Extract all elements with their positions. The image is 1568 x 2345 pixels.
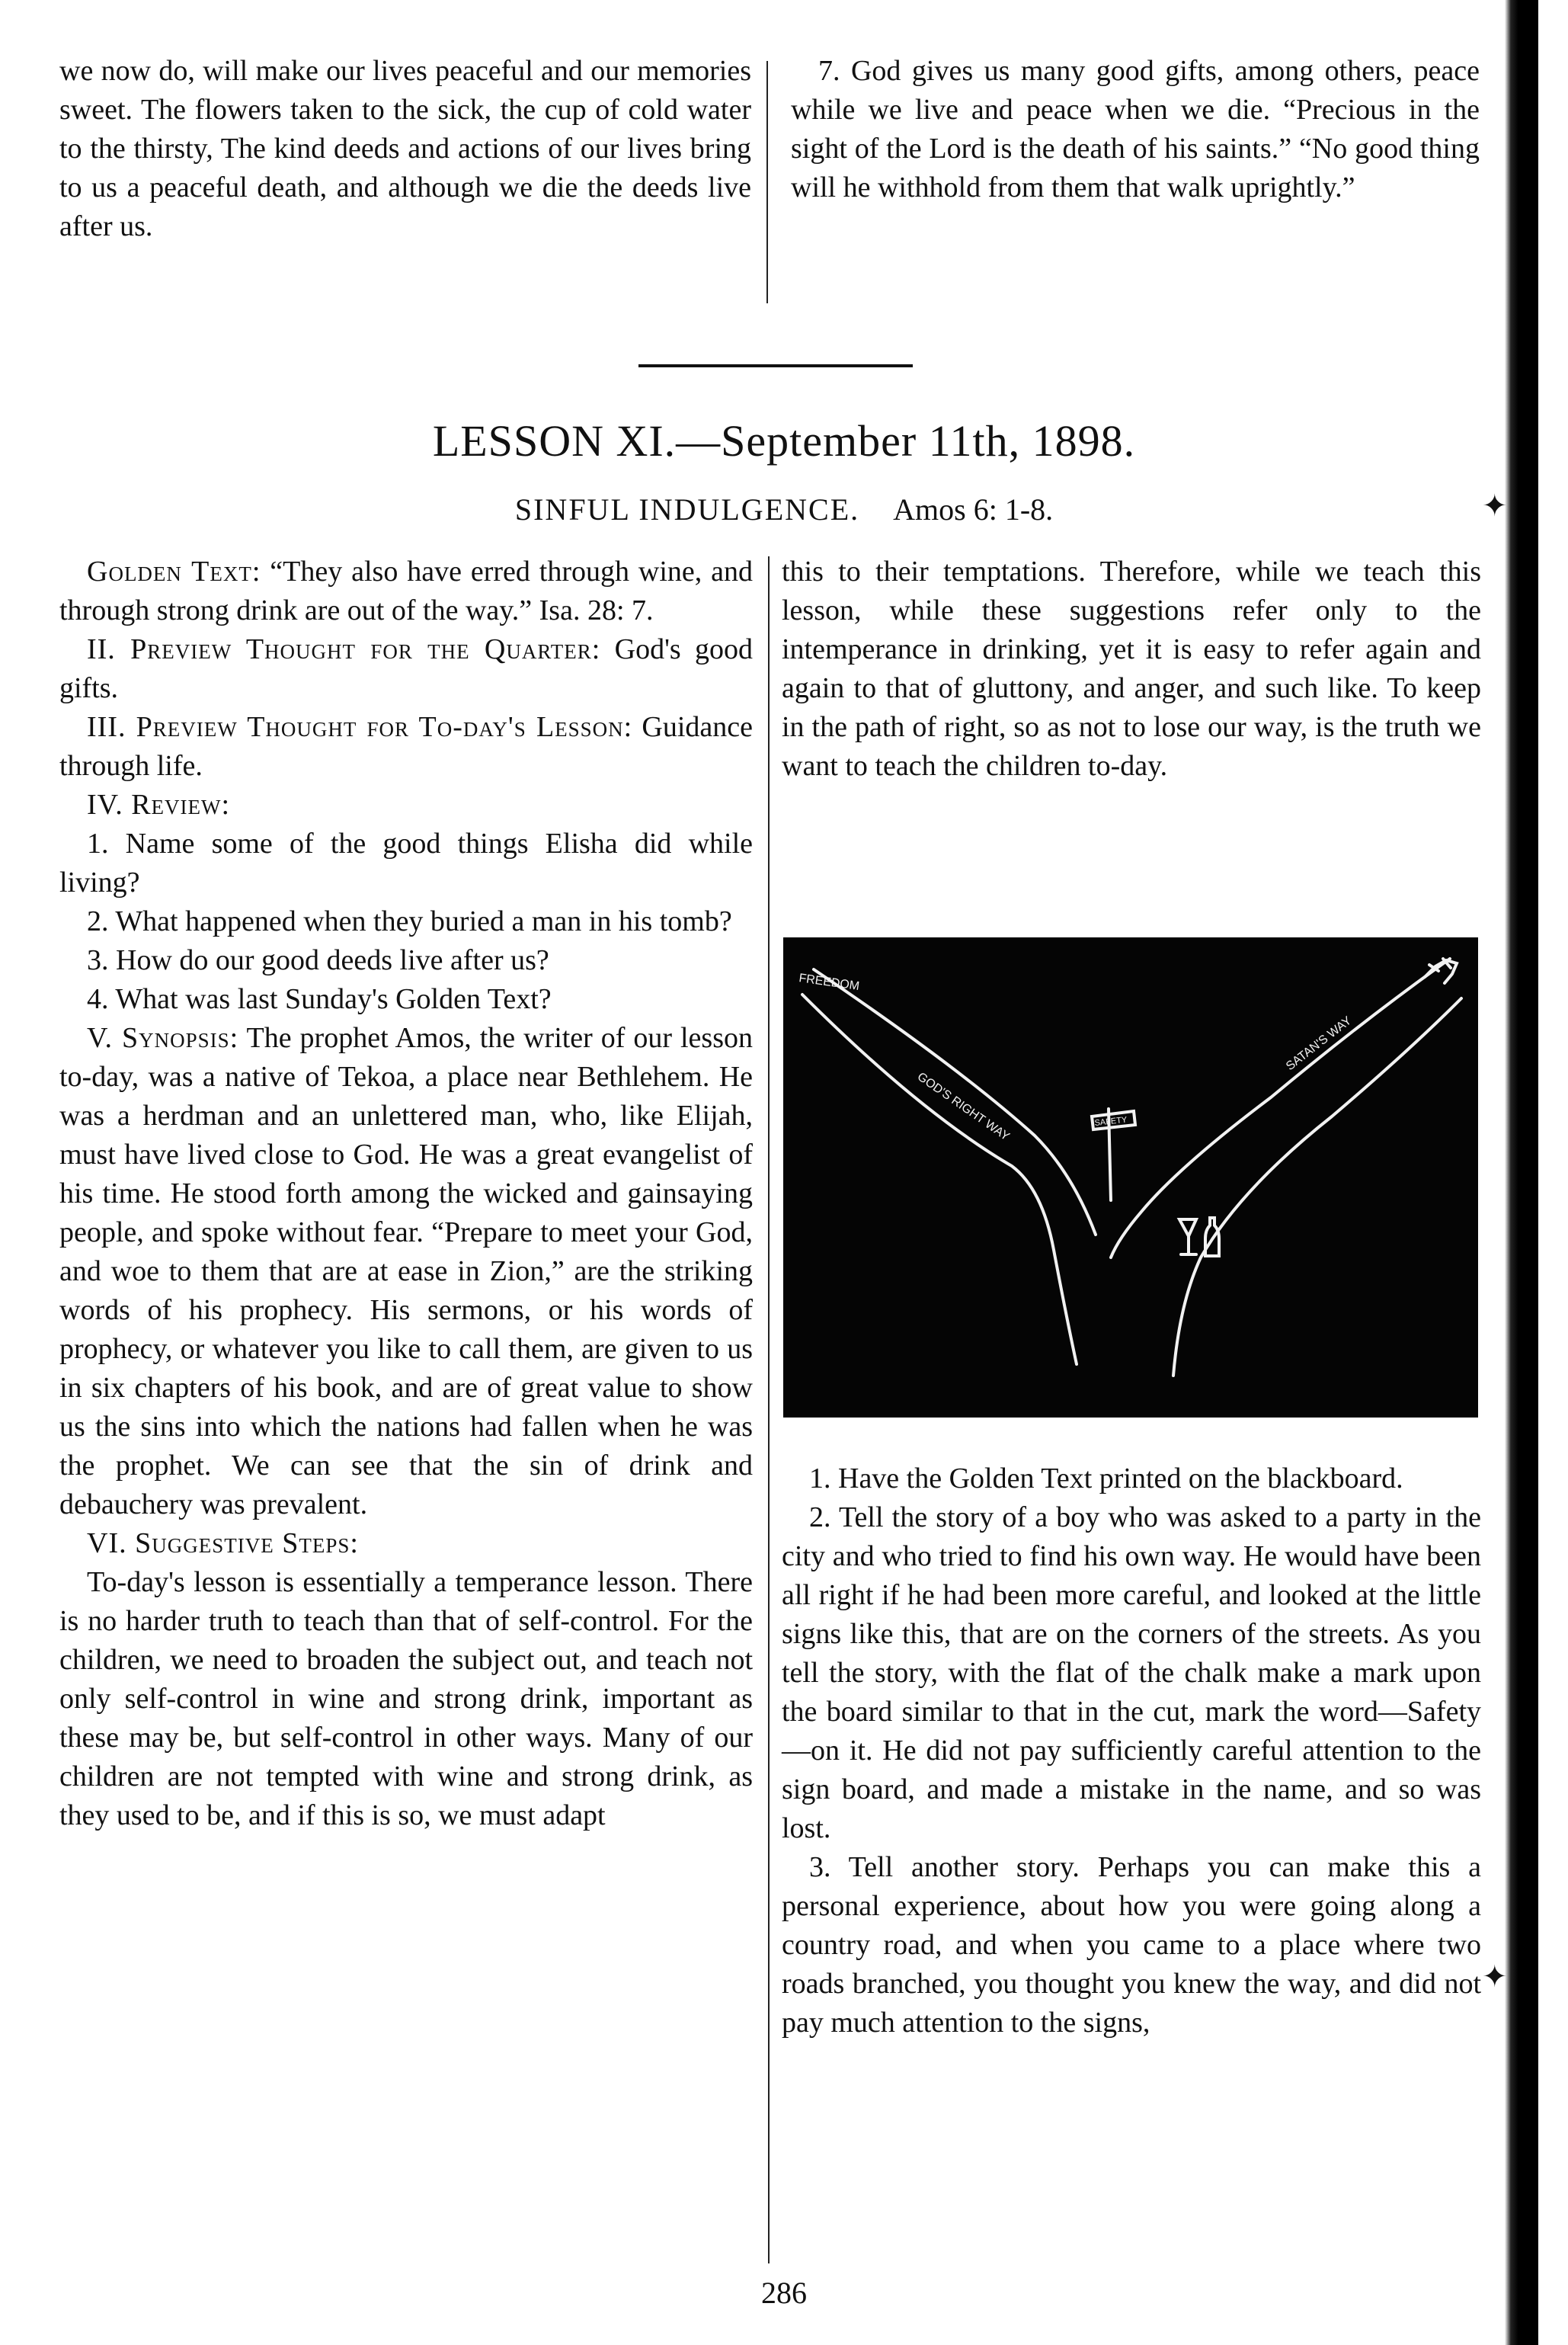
page-edge-shadow	[1505, 0, 1538, 2345]
wine-glass-icon	[1179, 1219, 1196, 1254]
step-item: 1. Have the Golden Text printed on the blackboard.	[809, 1462, 1403, 1494]
suggestive-steps-label: VI. Suggestive Steps:	[87, 1527, 359, 1559]
left-body-column	[59, 553, 753, 1835]
top-left-paragraph: we now do, will make our lives peaceful and our memories sweet. The flowers taken to the sick, the cup of cold water to the thirsty, The kind deeds and actions of our lives bring to us a peaceful death, and although we die the deeds live after us.	[59, 55, 751, 242]
synopsis-text: The prophet Amos, the writer of our lesson to-day, was a native of Tekoa, a place near Bethlehem. He was a herdman and an unlettered man, who, like Elijah, must have lived close to God. He was a great evangelist of his time. He stood forth among the wicked and gainsaying people, and spoke without fear. “Prepare to meet your God, and woe to them that are at ease in Zion,” are the striking words of his prophecy. His sermons, or his words of prophecy, or whatever you like to call them, are given to us in six chapters of his book, and are of great value to show us the sins into which the nations had fallen when he was the prophet. We can see that the sin of drink and debauchery was prevalent.	[59, 1022, 753, 1520]
top-right-paragraph: 7. God gives us many good gifts, among others, peace while we live and peace when we die. “Precious in the sight of the Lord is the death of his saints.” “No good thing will he withhold from them that walk uprightly.”	[791, 55, 1480, 203]
right-body-column-bottom	[782, 1459, 1481, 2042]
review-question: 1. Name some of the good things Elisha did while living?	[59, 828, 753, 899]
suggestive-steps-heading	[59, 1524, 753, 1563]
edge-scan-mark: ✦	[1482, 1959, 1508, 1994]
synopsis	[59, 1019, 753, 1524]
preview-quarter-text: God's good gifts.	[59, 633, 754, 704]
left-road-outer-line	[802, 995, 1077, 1364]
golden-text-label: Golden Text:	[87, 556, 261, 588]
column-divider-main	[768, 556, 770, 2263]
blackboard-illustration	[783, 937, 1478, 1418]
suggestive-steps-text-left: To-day's lesson is essentially a temperance lesson. There is no harder truth to teach than that of self-control. For the children, we need to broaden the subject out, and teach not only self-control in wine and strong drink, important as these may be, but self-control in other ways. Many of our children are not tempted with wine and strong drink, as they used to be, and if this is so, we must adapt	[59, 1566, 753, 1831]
lesson-scripture-ref: Amos 6: 1-8.	[893, 492, 1054, 527]
satans-way-label: SATAN'S WAY	[1283, 1014, 1355, 1074]
edge-scan-mark: ✦	[1482, 489, 1508, 523]
preview-lesson	[59, 708, 753, 786]
review-question: 4. What was last Sunday's Golden Text?	[87, 983, 552, 1015]
preview-quarter	[59, 630, 753, 708]
step-item: 3. Tell another story. Perhaps you can make this a personal experience, about how you were going along a country road, and when you came to a place where two roads branched, you thought you knew the way, and did not pay much attention to the signs,	[782, 1851, 1481, 2039]
right-body-column-top	[782, 553, 1481, 786]
right-road-inner-line	[1111, 959, 1450, 1257]
preview-lesson-text: Guidance through life.	[59, 711, 753, 782]
page-number: 286	[761, 2276, 807, 2310]
golden-text	[59, 553, 753, 630]
safety-sign-label: SAFETY	[1094, 1115, 1128, 1128]
preview-lesson-label: III. Preview Thought for To-day's Lesson:	[87, 711, 633, 743]
suggestive-steps-text-right: this to their temptations. Therefore, while we teach this lesson, while these suggestions refer only to the intemperance in drinking, yet it is easy to refer again and again to that of gluttony, and anger, and such like. To keep in the path of right, so as not to lose our way, is the truth we want to teach the children to-day.	[782, 556, 1481, 782]
preview-quarter-label: II. Preview Thought for the Quarter:	[87, 633, 601, 665]
golden-text-body: “They also have erred through wine, and through strong drink are out of the way.” Isa. 28: 7.	[59, 556, 753, 626]
review-question: 2. What happened when they buried a man in his tomb?	[87, 905, 732, 937]
review-question: 3. How do our good deeds live after us?	[87, 944, 549, 976]
top-right-column	[791, 52, 1480, 207]
freedom-label: FREEDOM	[798, 972, 861, 994]
right-road-outer-line	[1173, 998, 1461, 1376]
step-item: 2. Tell the story of a boy who was asked to a party in the city and who tried to find his own way. He would have been all right if he had been more careful, and looked at the little signs like this, that are on the corners of the streets. As you tell the story, with the flat of the chalk make a mark upon the board similar to that in the cut, mark the word—Safety—on it. He did not pay sufficiently careful attention to the sign board, and made a mistake in the name, and so was lost.	[782, 1501, 1481, 1844]
gods-right-way-label: GOD'S RIGHT WAY	[914, 1070, 1012, 1144]
review-label: IV. Review:	[87, 789, 231, 821]
review-heading	[59, 786, 753, 825]
lesson-topic: SINFUL INDULGENCE.	[514, 492, 860, 527]
column-divider-top	[766, 61, 768, 303]
synopsis-label: V. Synopsis:	[87, 1022, 239, 1054]
lesson-subtitle	[0, 492, 1568, 527]
section-rule	[638, 364, 913, 367]
top-left-column	[59, 52, 751, 246]
hand-pointer-icon	[1425, 959, 1457, 983]
lesson-title: LESSON XI.—September 11th, 1898.	[432, 416, 1136, 466]
